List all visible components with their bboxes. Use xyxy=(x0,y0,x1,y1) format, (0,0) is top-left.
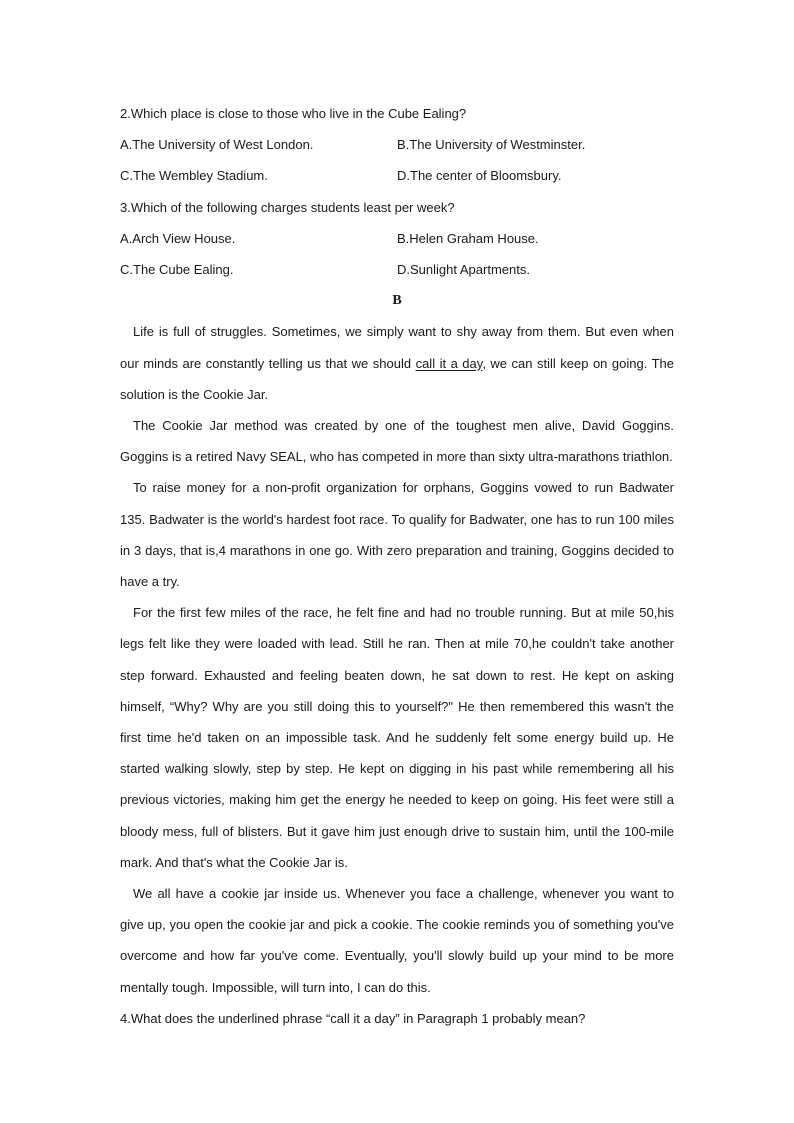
question-3-options-row-2 xyxy=(120,254,674,285)
question-2-stem: 2.Which place is close to those who live in the Cube Ealing? xyxy=(120,106,467,121)
question-2-options-row-1 xyxy=(120,129,674,160)
question-2-option-b: B.The University of Westminster. xyxy=(397,137,586,153)
underlined-phrase: call it a day xyxy=(415,355,483,371)
paragraph-4: For the first few miles of the race, he felt fine and had no trouble running. But at mile 50,his legs felt like they were loaded with lead. Still he ran. Then at mile 70,he couldn't take another step forward. Exhausted and feeling beaten down, he sat down to rest. He kept on asking himself, “Why? Why are you still doing this to yourself?" He then remembered this wasn't the first time he'd taken on an impossible task. And he suddenly felt some energy build up. He started walking slowly, step by step. He kept on digging in his past while remembering all his previous victories, making him get the energy he needed to keep on going. His feet were still a bloody mess, full of blisters. But it gave him just enough drive to sustain him, until the 100-mile mark. And that's what the Cookie Jar is. xyxy=(120,605,674,870)
question-4-stem: 4.What does the underlined phrase “call it a day” in Paragraph 1 probably mean? xyxy=(120,1010,586,1026)
question-3-option-d: D.Sunlight Apartments. xyxy=(397,261,530,277)
question-2-option-c: C.The Wembley Stadium. xyxy=(120,168,268,184)
question-3-option-b: B.Helen Graham House. xyxy=(397,230,539,246)
question-3-option-c: C.The Cube Ealing. xyxy=(120,261,234,277)
paragraph-2: The Cookie Jar method was created by one of the toughest men alive, David Goggins. Goggins is a retired Navy SEAL, who has competed in more than sixty ultra-marathons triathlon. xyxy=(120,417,674,465)
paragraph-1-text-after: , we can still keep on going. The solution is the Cookie Jar. xyxy=(120,355,674,402)
section-b-heading: B xyxy=(392,293,402,309)
paragraph-1-text-before: Life is full of struggles. Sometimes, we simply want to shy away from them. But even when our minds are constantly telling us that we should xyxy=(120,324,674,371)
question-2-option-a: A.The University of West London. xyxy=(120,137,314,153)
paragraph-3: To raise money for a non-profit organization for orphans, Goggins vowed to run Badwater 135. Badwater is the world's hardest foot race. To qualify for Badwater, one has to run 100 miles in 3 days, that is,4 marathons in one go. With zero preparation and training, Goggins decided to have a try. xyxy=(120,480,674,589)
paragraph-5: We all have a cookie jar inside us. Whenever you face a challenge, whenever you want to give up, you open the cookie jar and pick a cookie. The cookie reminds you of something you've overcome and how far you've come. Eventually, you'll slowly build up your mind to be more mentally tough. Impossible, will turn into, I can do this. xyxy=(120,885,674,995)
question-3-option-a: A.Arch View House. xyxy=(120,230,236,246)
document-page xyxy=(120,98,674,1034)
paragraph-1 xyxy=(120,316,674,410)
question-2-options-row-2 xyxy=(120,160,674,191)
question-2-option-d: D.The center of Bloomsbury. xyxy=(397,168,562,184)
question-3-stem: 3.Which of the following charges students least per week? xyxy=(120,199,455,215)
question-3-options-row-1 xyxy=(120,223,674,254)
